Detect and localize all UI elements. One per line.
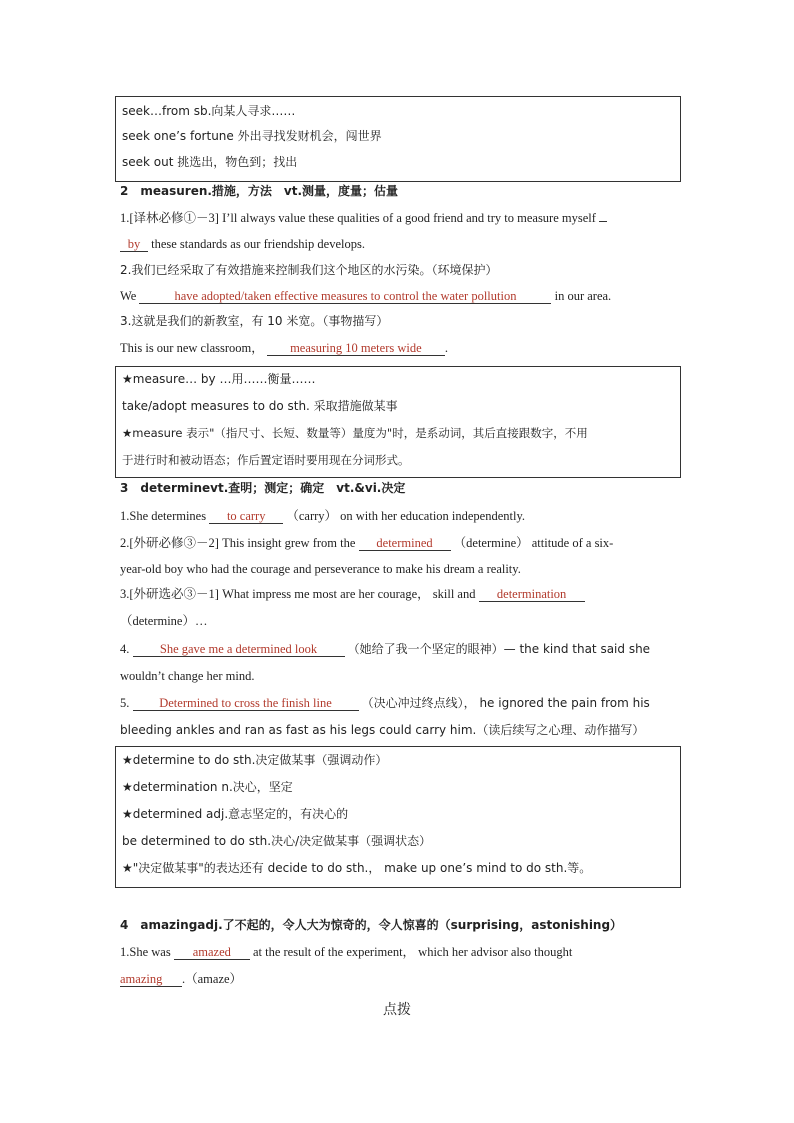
section-heading-amazing: 4 amazingadj.了不起的，令人大为惊奇的，令人惊喜的（surprising，astonishing） (120, 918, 623, 932)
question-line: year-old boy who had the courage and perseverance to make his dream a reality. (120, 562, 521, 576)
note-box-determine (115, 746, 681, 888)
answer-blank: amazing (120, 972, 182, 987)
question-line (120, 340, 448, 356)
note-line: ★determination n.决心，坚定 (122, 780, 293, 794)
footer-label: 点拨 (383, 1002, 411, 1018)
note-line: 于进行时和被动语态；作后置定语时要用现在分词形式。 (122, 453, 410, 467)
question-text: these standards as our friendship develops. (151, 237, 365, 251)
question-text: . (444, 341, 448, 355)
question-text: （决心冲过终点线）， he ignored the pain from his (361, 696, 650, 710)
answer-blank: Determined to cross the finish line (133, 696, 359, 711)
question-line: （determine）… (120, 614, 208, 628)
note-box-seek (115, 96, 681, 182)
note-line: seek one’s fortune 外出寻找发财机会，闯世界 (122, 129, 382, 143)
question-prompt: 3.这就是我们的新教室，有 10 米宽。（事物描写） (120, 314, 389, 328)
note-line: ★measure… by …用……衡量…… (122, 372, 316, 386)
question-line (120, 641, 650, 657)
note-line: seek out 挑选出，物色到；找出 (122, 155, 298, 169)
question-text: We (120, 289, 137, 303)
note-line: ★determined adj.意志坚定的，有决心的 (122, 807, 349, 821)
question-text: This is our new classroom， (120, 341, 264, 355)
question-text: （carry） on with her education independently. (286, 509, 526, 523)
answer-blank: determined (359, 536, 451, 551)
answer-blank: have adopted/taken effective measures to control the water pollution (139, 289, 551, 304)
question-line (120, 695, 650, 711)
question-line: wouldn’t change her mind. (120, 669, 255, 683)
note-box-measure (115, 366, 681, 478)
question-text: at the result of the experiment， which her advisor also thought (252, 945, 573, 959)
question-text: .（amaze） (182, 972, 243, 986)
question-text: 5. (120, 696, 130, 710)
note-line: ★measure 表示"（指尺寸、长短、数量等）量度为"时，是系动词，其后直接跟数字，不用 (122, 426, 588, 440)
note-line: ★determine to do sth.决定做某事（强调动作） (122, 753, 388, 767)
note-line: ★"决定做某事"的表达还有 decide to do sth.， make up one’s mind to do sth.等。 (122, 861, 592, 875)
question-line (120, 288, 611, 304)
question-line (120, 586, 585, 602)
question-text: 1.She was (120, 945, 171, 959)
answer-blank: She gave me a determined look (133, 642, 345, 657)
question-text: 1.She determines (120, 509, 207, 523)
question-line (120, 508, 525, 524)
answer-blank: amazed (174, 945, 250, 960)
question-text: 2.[外研必修③－2] This insight grew from the (120, 536, 356, 550)
question-text: 4. (120, 642, 130, 656)
section-heading-determine: 3 determinevt.查明；测定；确定 vt.&vi.决定 (120, 481, 406, 495)
question-text: 3.[外研选必③－1] What impress me most are her courage， skill and (120, 587, 476, 601)
question-text: 1.[译林必修①－3] I’ll always value these qualities of a good friend and try to measure myself (120, 211, 596, 225)
answer-blank: to carry (209, 509, 283, 524)
question-text: （她给了我一个坚定的眼神）— the kind that said she (347, 642, 651, 656)
note-line: be determined to do sth.决心/决定做某事（强调状态） (122, 834, 432, 848)
question-line (120, 971, 242, 987)
answer-blank: measuring 10 meters wide (267, 341, 445, 356)
note-line: seek…from sb.向某人寻求…… (122, 104, 296, 118)
question-prompt: 2.我们已经采取了有效措施来控制我们这个地区的水污染。（环境保护） (120, 263, 498, 277)
question-text: in our area. (554, 289, 612, 303)
question-line: bleeding ankles and ran as fast as his legs could carry him.（读后续写之心理、动作描写） (120, 723, 645, 737)
question-line (120, 210, 607, 226)
question-line (120, 236, 365, 252)
answer-blank (599, 221, 607, 222)
question-line (120, 944, 572, 960)
section-heading-measure: 2 measuren.措施，方法 vt.测量，度量；估量 (120, 184, 399, 198)
answer-blank: by (120, 237, 148, 252)
question-text: （determine） attitude of a six- (453, 536, 614, 550)
note-line: take/adopt measures to do sth. 采取措施做某事 (122, 399, 398, 413)
answer-blank: determination (479, 587, 585, 602)
question-line (120, 535, 613, 551)
